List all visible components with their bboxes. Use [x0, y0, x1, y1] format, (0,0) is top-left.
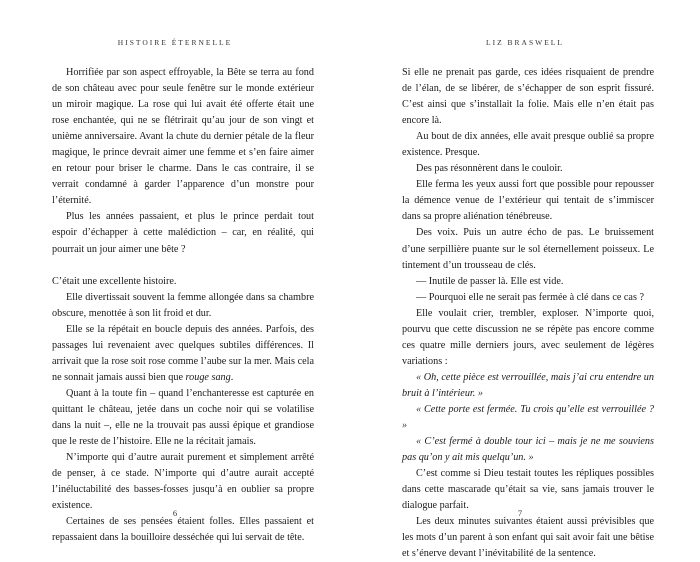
emphasis-text: rouge sang: [185, 371, 231, 383]
quote-text: « Cette porte est fermée. Tu crois qu’elle est verrouillée ? »: [402, 403, 654, 432]
quote-text: « C’est fermé à double tour ici – mais je ne me souviens pas qu’on y ait mis quelqu’un. »: [402, 436, 654, 464]
page-number-left: 6: [172, 508, 178, 518]
left-page: [0, 0, 350, 544]
paragraph: Des voix. Puis un autre écho de pas. Le bruissement d’une serpillière puante sur le sol éternellement poisseux. Le tintement d’un trousseau de clés.: [402, 227, 654, 271]
quote-line: [402, 402, 654, 434]
paragraph: Horrifiée par son aspect effroyable, la Bête se terra au fond de son château avec pour seule fenêtre sur le monde extérieur un miroir magique. La rose qui lui avait été offerte était une rose enchantée, qui ne se flétrirait qu’au jour de son vingt et unième anniversaire. Avant la chute du dernier pétale de la fleur magique, le prince devrait aimer une femme et s’en faire aimer en retour pour briser le charme. Dans le cas contraire, il se verrait condamné à garder l’apparence d’un monstre pour l’éternité.: [52, 67, 314, 207]
page-number-right: 7: [517, 508, 523, 518]
right-page: [350, 0, 700, 560]
right-page-body: [402, 65, 654, 562]
paragraph: Les deux minutes suivantes étaient aussi prévisibles que les mots d’un parent à son enfant qui sait avoir fait une bêtise et s’énerve devant l’inévitabilité de la sentence.: [402, 516, 654, 560]
left-page-body: [52, 65, 314, 546]
quote-line: [402, 370, 654, 402]
quote-line: [402, 434, 654, 466]
paragraph-text: Elle se la répétait en boucle depuis des années. Parfois, des passages lui revenaient avec quelques subtiles différences. Il arrivait que la rose soit rose comme l’aube sur la mer. Mais cela ne sonnait jamais aussi bien que: [52, 323, 314, 383]
paragraph: C’était une excellente histoire.: [52, 275, 177, 287]
paragraph: Si elle ne prenait pas garde, ces idées risquaient de prendre de l’élan, de se libérer, de s’échapper de son esprit fissuré. C’est ainsi que s’installait la folie. Mais elle n’en était pas encore là.: [402, 67, 654, 127]
paragraph: Au bout de dix années, elle avait presque oublié sa propre existence. Presque.: [402, 131, 654, 159]
paragraph: [52, 322, 314, 386]
dialogue-line: — Pourquoi elle ne serait pas fermée à clé dans ce cas ?: [416, 291, 644, 303]
paragraph: Certaines de ses pensées étaient folles. Elles passaient et repassaient dans la bouilloire desséchée qui lui servait de tête.: [52, 516, 314, 544]
paragraph: Elle divertissait souvent la femme allongée dans sa chambre obscure, menottée à son lit froid et dur.: [52, 291, 314, 319]
paragraph-end: .: [230, 371, 234, 383]
paragraph: C’est comme si Dieu testait toutes les répliques possibles dans cette mascarade qu’était sa vie, sans jamais trouver le dialogue parfait.: [402, 468, 654, 512]
running-header-right: LIZ BRASWELL: [486, 38, 564, 47]
paragraph: Plus les années passaient, et plus le prince perdait tout espoir d’échapper à cette malédiction – car, en réalité, qui pourrait un jour aimer une bête ?: [52, 211, 314, 255]
quote-text: « Oh, cette pièce est verrouillée, mais j’ai cru entendre un bruit à l’intérieur. »: [402, 371, 654, 399]
running-header-left: HISTOIRE ÉTERNELLE: [117, 38, 233, 47]
dialogue-line: — Inutile de passer là. Elle est vide.: [416, 275, 564, 287]
paragraph: N’importe qui d’autre aurait purement et simplement arrêté de penser, à ce stade. N’importe qui d’autre aurait accepté l’inéluctabilité des basses-fosses jusqu’à en oublier sa propre existence.: [52, 452, 314, 512]
paragraph: Quant à la toute fin – quand l’enchanteresse est capturée en quittant le château, jetée dans un coche noir qui se volatilise dans la nuit –, elle ne la trouvait pas aussi épique et grandiose que le reste de l’histoire. Elle ne la récitait jamais.: [52, 387, 314, 448]
paragraph: Elle voulait crier, trembler, exploser. N’importe quoi, pourvu que cette discussion ne se répète pas encore comme ces quatre mille derniers jours, avec seulement de légères variations :: [402, 307, 654, 367]
paragraph: Des pas résonnèrent dans le couloir.: [416, 163, 563, 175]
paragraph: Elle ferma les yeux aussi fort que possible pour repousser la démence venue de l’extérieur qui tentait de s’immiscer dans sa propre aliénation ténébreuse.: [402, 179, 654, 223]
